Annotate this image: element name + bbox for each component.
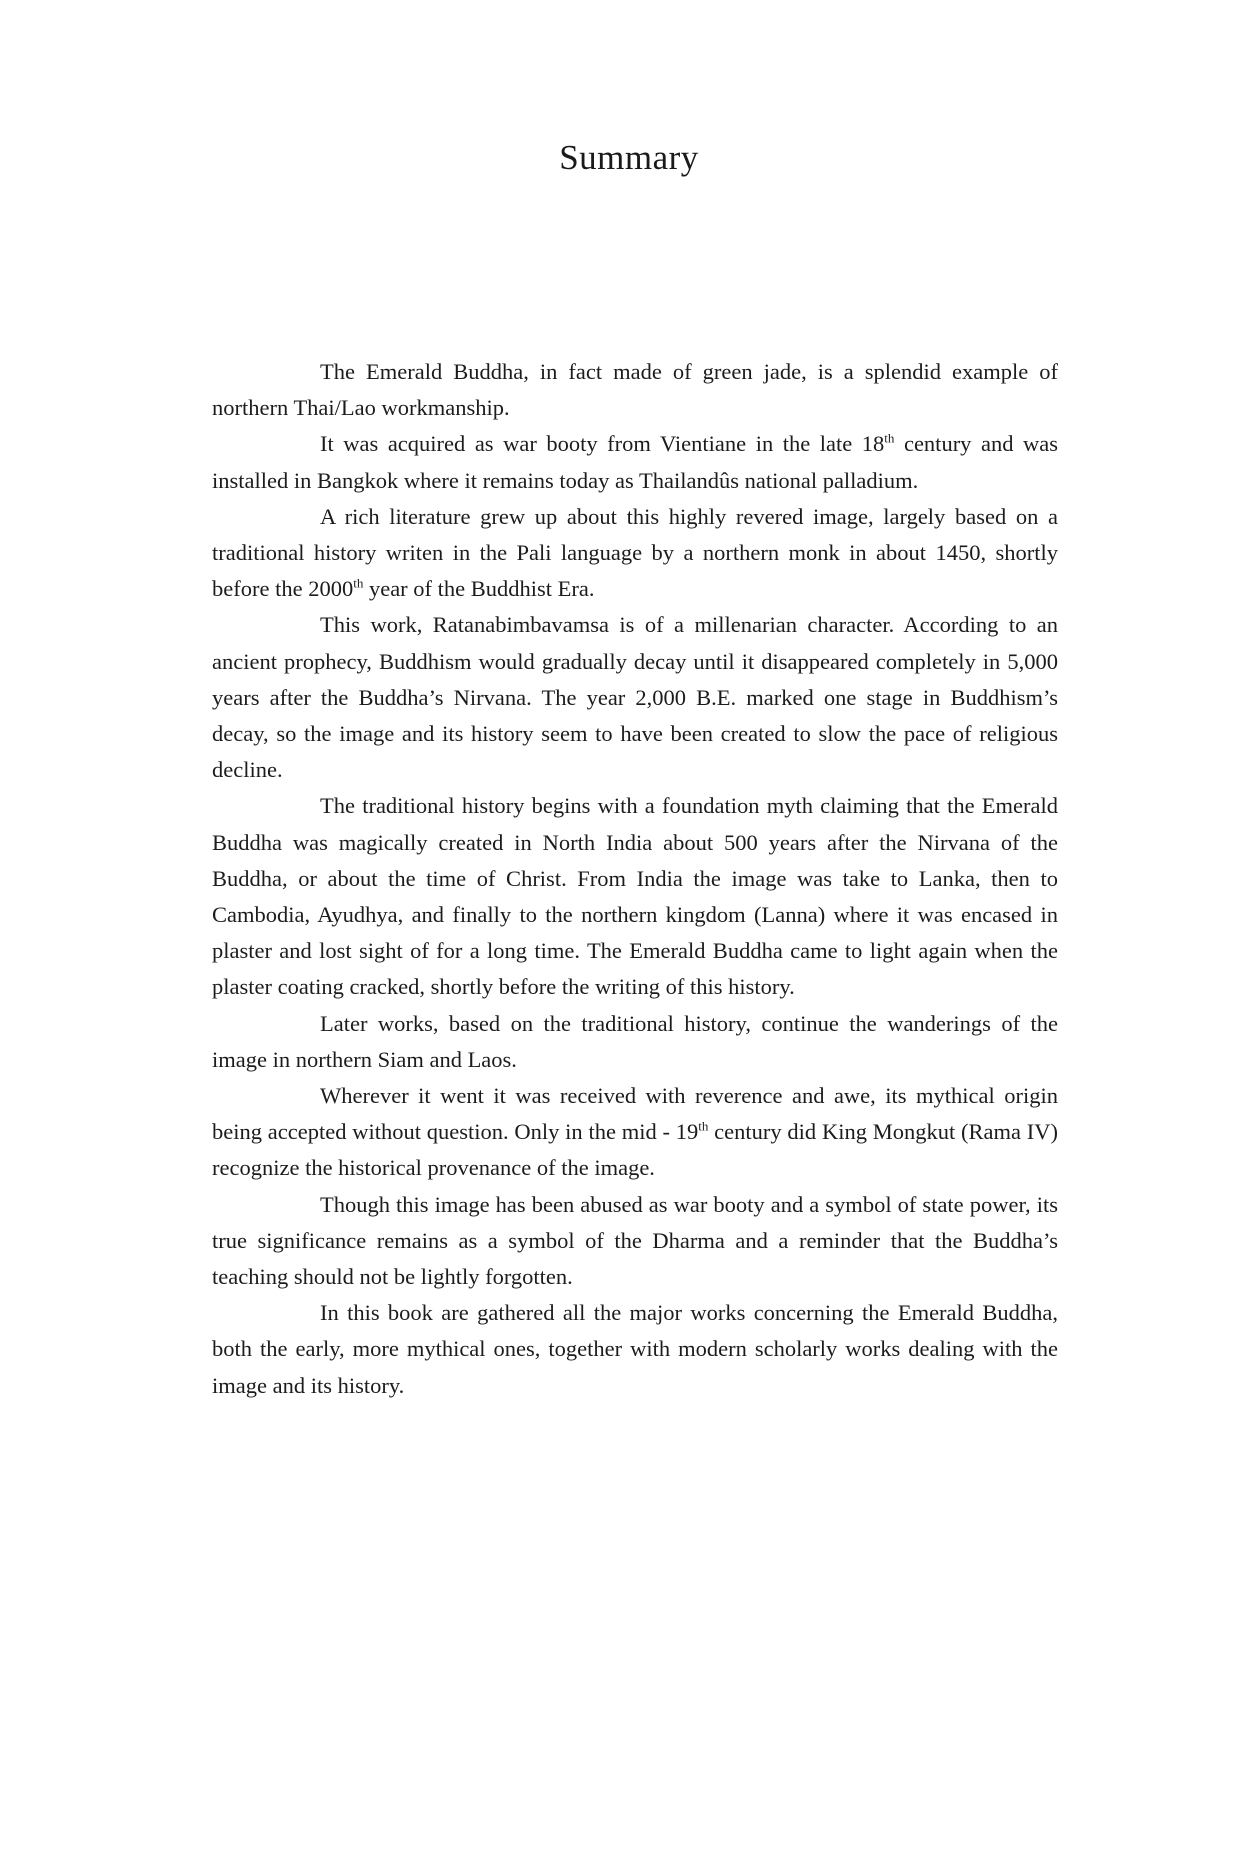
summary-paragraph [212, 426, 1058, 498]
page-title: Summary [559, 138, 699, 177]
ordinal-superscript: th [353, 575, 364, 591]
paragraph-text: It was acquired as war booty from Vientiane in the late 18 [320, 431, 885, 457]
summary-paragraph [212, 1187, 1058, 1296]
summary-paragraph [212, 1078, 1058, 1187]
summary-paragraph [212, 788, 1058, 1005]
summary-body [212, 354, 1058, 1404]
paragraph-text: year of the Buddhist Era. [363, 576, 595, 602]
paragraph-text: century did King Mongkut (Rama IV) recognize the historical provenance of the image. [212, 1119, 1059, 1181]
paragraph-text: This work, Ratanabimbavamsa is of a millenarian character. According to an ancient prophecy, Buddhism would gradually decay until it disappeared completely in 5,000 years after the Buddha’s Nirvana. The year 2,000 B.E. marked one stage in Buddhism’s decay, so the image and its history seem to have been created to slow the pace of religious decline. [212, 612, 1058, 783]
summary-paragraph [212, 1295, 1058, 1404]
summary-paragraph [212, 499, 1058, 608]
summary-paragraph [212, 607, 1058, 788]
ordinal-superscript: th [698, 1118, 709, 1134]
paragraph-text: century and was installed in Bangkok where it remains today as Thailandûs national palladium. [212, 431, 1058, 493]
paragraph-text: A rich literature grew up about this highly revered image, largely based on a traditional history writen in the Pali language by a northern monk in about 1450, shortly before the 2000 [212, 503, 1058, 602]
paragraph-text: Though this image has been abused as war booty and a symbol of state power, its true significance remains as a symbol of the Dharma and a reminder that the Buddha’s teaching should not be lightly forgotten. [212, 1191, 1058, 1290]
paragraph-text: The traditional history begins with a foundation myth claiming that the Emerald Buddha was magically created in North India about 500 years after the Nirvana of the Buddha, or about the time of Christ. From India the image was take to Lanka, then to Cambodia, Ayudhya, and finally to the northern kingdom (Lanna) where it was encased in plaster and lost sight of for a long time. The Emerald Buddha came to light again when the plaster coating cracked, shortly before the writing of this history. [212, 793, 1058, 1000]
paragraph-text: In this book are gathered all the major works concerning the Emerald Buddha, both the early, more mythical ones, together with modern scholarly works dealing with the image and its history. [212, 1300, 1058, 1398]
summary-paragraph [212, 354, 1058, 426]
paragraph-text: Later works, based on the traditional history, continue the wanderings of the image in northern Siam and Laos. [212, 1010, 1058, 1072]
summary-paragraph [212, 1006, 1058, 1078]
ordinal-superscript: th [884, 430, 895, 446]
paragraph-text: The Emerald Buddha, in fact made of green jade, is a splendid example of northern Thai/Lao workmanship. [212, 359, 1058, 421]
paragraph-text: Wherever it went it was received with reverence and awe, its mythical origin being accepted without question. Only in the mid - 19 [212, 1083, 1058, 1145]
